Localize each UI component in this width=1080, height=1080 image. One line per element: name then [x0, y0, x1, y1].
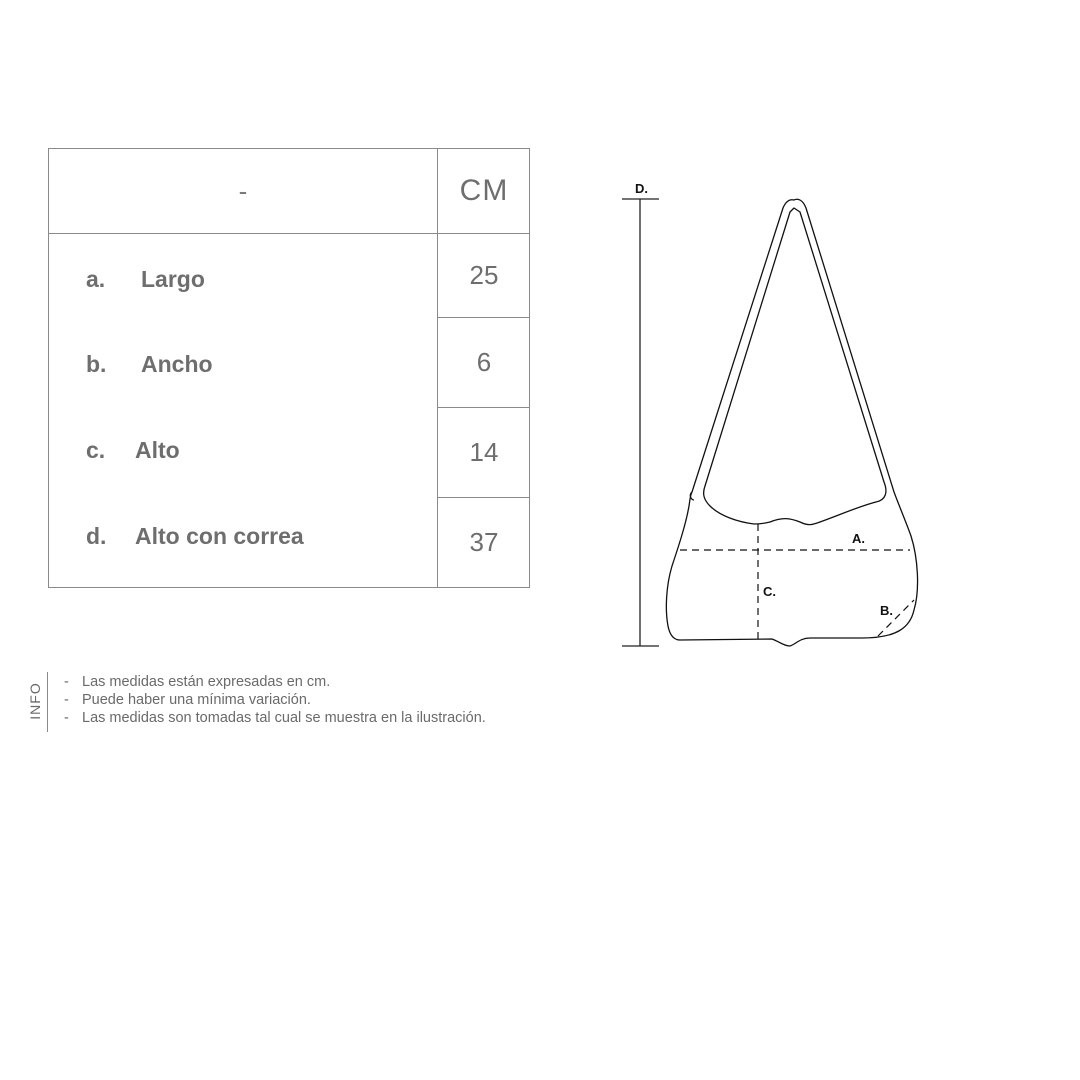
info-block [26, 670, 626, 734]
table-row-value: 6 [476, 347, 492, 377]
label-d: D. [635, 181, 648, 196]
info-notes [64, 673, 486, 727]
row-letter: b. [86, 350, 107, 377]
info-note-text: Las medidas están expresadas en cm. [82, 674, 331, 690]
info-note-text: Las medidas son tomadas tal cual se muestra en la ilustración. [82, 710, 486, 726]
table-row-label [86, 516, 304, 556]
bag-outline [666, 199, 917, 646]
row-letter: d. [86, 522, 107, 549]
table-row-label [86, 259, 205, 299]
info-title [26, 676, 44, 726]
row-name: Largo [141, 265, 205, 292]
info-note: - Las medidas están expresadas en cm. [64, 674, 331, 690]
info-divider [47, 672, 48, 732]
row-name: Alto con correa [135, 522, 304, 549]
row-name: Alto [135, 436, 180, 463]
row-letter: c. [86, 436, 106, 463]
info-note: - Puede haber una mínima variación. [64, 692, 311, 708]
table-row-value: 14 [469, 437, 499, 467]
info-note: - Las medidas son tomadas tal cual se muestra en la ilustración. [64, 710, 486, 726]
table-row-value: 37 [469, 527, 499, 557]
table-row-label [86, 344, 213, 384]
row-name: Ancho [141, 350, 213, 377]
table-header-unit: CM [459, 174, 509, 207]
bag-dimension-guides [680, 524, 914, 640]
table-row-value: 25 [469, 260, 499, 290]
label-c: C. [763, 584, 776, 599]
info-note-text: Puede haber una mínima variación. [82, 692, 311, 708]
size-table [48, 148, 530, 588]
info-title-text: INFO [27, 682, 43, 720]
bag-measurement-diagram [610, 170, 940, 660]
row-letter: a. [86, 265, 106, 292]
table-row-label [86, 430, 180, 470]
table-header-label: - [238, 175, 248, 206]
label-a: A. [852, 531, 865, 546]
label-b: B. [880, 603, 893, 618]
height-with-strap-dimension-line [622, 199, 659, 646]
